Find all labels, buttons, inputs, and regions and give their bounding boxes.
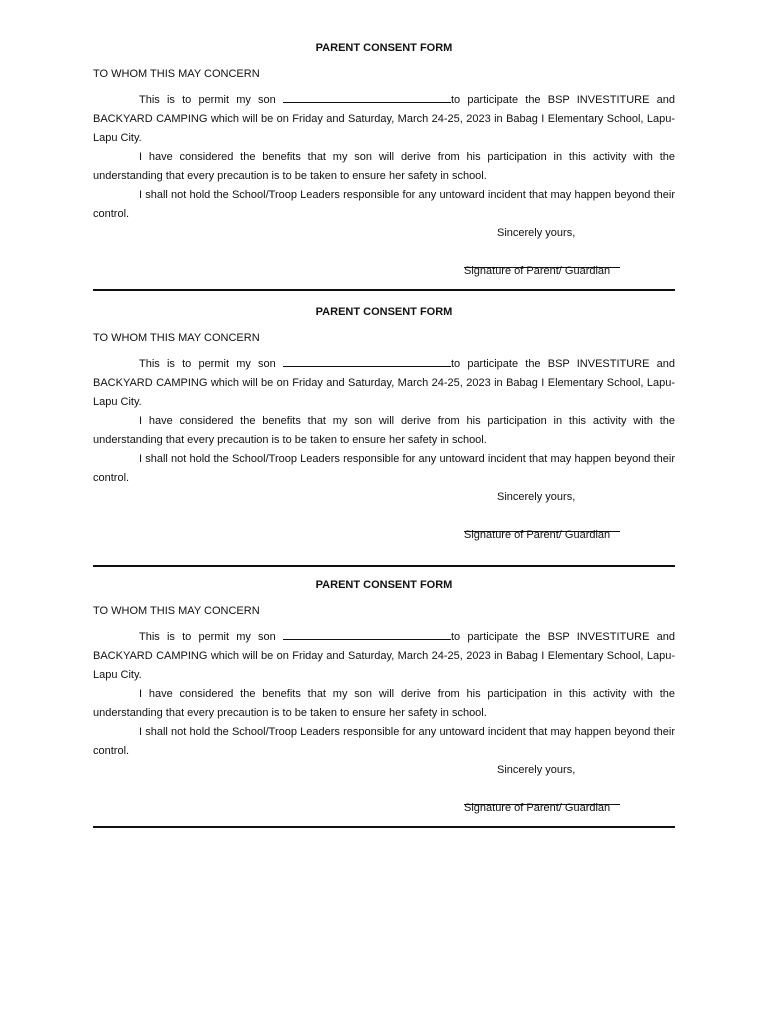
consent-form-3 [93,575,675,821]
form-divider [93,565,675,567]
permission-paragraph [93,627,675,685]
closing-text: Sincerely yours, [497,764,576,776]
closing-block [93,488,675,548]
closing-block [93,224,675,284]
form-title: PARENT CONSENT FORM [315,306,453,318]
consent-form-2 [93,302,675,548]
permission-text-end: to participate the BSP INVESTITURE and BACKYARD CAMPING which will be on Friday and Saturday, March 24-25, 2023 in Babag I Elementary School, Lapu-Lapu City. [93,94,675,144]
form-title: PARENT CONSENT FORM [315,579,453,591]
benefits-paragraph: I have considered the benefits that my son will derive from his participation in this activity with the understanding that every precaution is to be taken to ensure her safety in school. [93,415,675,446]
son-name-blank[interactable] [283,354,451,367]
form-title: PARENT CONSENT FORM [315,42,453,54]
closing-block [93,761,675,821]
liability-paragraph: I shall not hold the School/Troop Leaders responsible for any untoward incident that may happen beyond their control. [93,189,675,220]
permission-text-start: This is to permit my son [139,358,283,370]
salutation: TO WHOM THIS MAY CONCERN [93,332,260,344]
son-name-blank[interactable] [283,627,451,640]
consent-form-1 [93,38,675,284]
permission-paragraph [93,354,675,412]
closing-text: Sincerely yours, [497,491,576,503]
closing-text: Sincerely yours, [497,227,576,239]
permission-text-start: This is to permit my son [139,631,283,643]
signature-label: Signature of Parent/ Guardian [464,802,611,814]
signature-label: Signature of Parent/ Guardian [464,529,611,541]
benefits-paragraph: I have considered the benefits that my son will derive from his participation in this activity with the understanding that every precaution is to be taken to ensure her safety in school. [93,688,675,719]
form-divider [93,289,675,291]
liability-paragraph: I shall not hold the School/Troop Leaders responsible for any untoward incident that may happen beyond their control. [93,453,675,484]
salutation: TO WHOM THIS MAY CONCERN [93,68,260,80]
permission-text-start: This is to permit my son [139,94,283,106]
permission-paragraph [93,90,675,148]
son-name-blank[interactable] [283,90,451,103]
salutation: TO WHOM THIS MAY CONCERN [93,605,260,617]
permission-text-end: to participate the BSP INVESTITURE and BACKYARD CAMPING which will be on Friday and Saturday, March 24-25, 2023 in Babag I Elementary School, Lapu-Lapu City. [93,631,675,681]
form-divider [93,826,675,828]
liability-paragraph: I shall not hold the School/Troop Leaders responsible for any untoward incident that may happen beyond their control. [93,726,675,757]
benefits-paragraph: I have considered the benefits that my son will derive from his participation in this activity with the understanding that every precaution is to be taken to ensure her safety in school. [93,151,675,182]
permission-text-end: to participate the BSP INVESTITURE and BACKYARD CAMPING which will be on Friday and Saturday, March 24-25, 2023 in Babag I Elementary School, Lapu-Lapu City. [93,358,675,408]
signature-label: Signature of Parent/ Guardian [464,265,611,277]
